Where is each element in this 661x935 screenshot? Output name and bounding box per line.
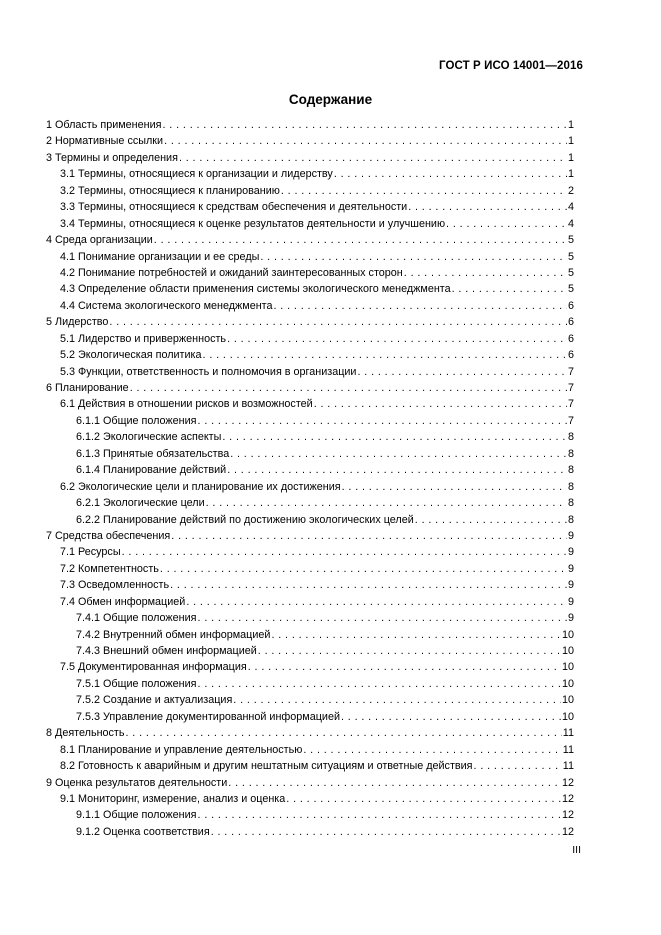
dot-leader bbox=[474, 758, 562, 774]
toc-entry[interactable] bbox=[46, 249, 574, 265]
toc-entry-label: 5.1 Лидерство и приверженность bbox=[60, 332, 227, 345]
dot-leader bbox=[408, 199, 567, 215]
dot-leader bbox=[260, 249, 567, 265]
toc-entry[interactable] bbox=[46, 380, 574, 396]
dot-leader bbox=[341, 709, 561, 725]
toc-entry[interactable] bbox=[46, 232, 574, 248]
dot-leader bbox=[222, 429, 567, 445]
toc-entry[interactable] bbox=[46, 594, 574, 610]
toc-entry-label: 8.1 Планирование и управление деятельностью bbox=[60, 743, 303, 756]
toc-entry-page: 7 bbox=[567, 382, 574, 394]
toc-entry[interactable] bbox=[46, 199, 574, 215]
toc-entry-page: 7 bbox=[567, 414, 574, 427]
dot-leader bbox=[163, 117, 567, 133]
toc-entry-page: 10 bbox=[561, 694, 574, 707]
dot-leader bbox=[274, 298, 567, 314]
toc-entry-page: 9 bbox=[567, 579, 574, 592]
toc-entry-label: 7.4 Обмен информацией bbox=[60, 595, 186, 608]
toc-entry[interactable] bbox=[46, 462, 574, 478]
toc-entry[interactable] bbox=[46, 216, 574, 232]
dot-leader bbox=[334, 166, 567, 182]
toc-entry[interactable] bbox=[46, 758, 574, 774]
toc-entry-page: 4 bbox=[567, 201, 574, 214]
toc-entry[interactable] bbox=[46, 692, 574, 708]
dot-leader bbox=[281, 183, 567, 199]
toc-entry-label: 4.2 Понимание потребностей и ожиданий заинтересованных сторон bbox=[60, 266, 403, 279]
dot-leader bbox=[342, 479, 567, 495]
toc-entry-label: 7 Средства обеспечения bbox=[46, 529, 171, 542]
toc-entry[interactable] bbox=[46, 791, 574, 807]
toc-entry[interactable] bbox=[46, 676, 574, 692]
toc-entry-page: 4 bbox=[567, 217, 574, 230]
dot-leader bbox=[126, 725, 562, 741]
dot-leader bbox=[109, 314, 567, 330]
dot-leader bbox=[446, 216, 567, 232]
toc-entry-label: 6.1.2 Экологические аспекты bbox=[76, 431, 222, 444]
toc-entry-page: 6 bbox=[567, 316, 574, 329]
toc-entry-label: 4 Среда организации bbox=[46, 234, 153, 247]
toc-entry[interactable] bbox=[46, 413, 574, 429]
toc-entry-label: 4.3 Определение области применения системы экологического менеджмента bbox=[60, 283, 451, 296]
toc-entry[interactable] bbox=[46, 117, 574, 133]
toc-entry-page: 9 bbox=[567, 529, 574, 542]
toc-entry-label: 3 Термины и определения bbox=[46, 151, 178, 164]
toc-entry[interactable] bbox=[46, 446, 574, 462]
dot-leader bbox=[164, 133, 567, 149]
toc-entry-page: 5 bbox=[567, 283, 574, 296]
toc-entry-page: 8 bbox=[567, 480, 574, 493]
toc-entry-label: 6 Планирование bbox=[46, 382, 129, 394]
toc-entry-page: 12 bbox=[561, 776, 574, 789]
toc-entry-page: 6 bbox=[567, 332, 574, 345]
toc-entry-label: 7.5 Документированная информация bbox=[60, 661, 247, 674]
toc-entry[interactable] bbox=[46, 561, 574, 577]
toc-entry[interactable] bbox=[46, 347, 574, 363]
toc-entry-label: 6.1.4 Планирование действий bbox=[76, 464, 227, 477]
toc-entry-page: 7 bbox=[567, 398, 574, 411]
dot-leader bbox=[198, 413, 567, 429]
toc-entry-page: 10 bbox=[561, 661, 574, 674]
dot-leader bbox=[233, 692, 561, 708]
toc-entry[interactable] bbox=[46, 643, 574, 659]
toc-entry-label: 7.2 Компетентность bbox=[60, 562, 159, 575]
toc-entry[interactable] bbox=[46, 627, 574, 643]
toc-entry-label: 4.1 Понимание организации и ее среды bbox=[60, 250, 260, 263]
toc-entry-page: 8 bbox=[567, 447, 574, 460]
toc-entry-page: 9 bbox=[567, 612, 574, 625]
toc-entry[interactable] bbox=[46, 775, 574, 791]
dot-leader bbox=[170, 577, 567, 593]
toc-entry-label: 7.4.2 Внутренний обмен информацией bbox=[76, 628, 271, 641]
toc-entry-page: 1 bbox=[567, 151, 574, 164]
toc-entry[interactable] bbox=[46, 166, 574, 182]
dot-leader bbox=[160, 561, 567, 577]
toc-entry-label: 2 Нормативные ссылки bbox=[46, 135, 164, 148]
table-of-contents bbox=[46, 117, 574, 840]
toc-entry-label: 3.2 Термины, относящиеся к планированию bbox=[60, 184, 280, 197]
toc-entry[interactable] bbox=[46, 396, 574, 412]
toc-entry-label: 5 Лидерство bbox=[46, 316, 109, 329]
toc-entry[interactable] bbox=[46, 331, 574, 347]
toc-entry[interactable] bbox=[46, 709, 574, 725]
dot-leader bbox=[198, 676, 561, 692]
dot-leader bbox=[415, 512, 567, 528]
toc-entry-page: 10 bbox=[561, 710, 574, 723]
toc-entry[interactable] bbox=[46, 281, 574, 297]
dot-leader bbox=[286, 791, 561, 807]
toc-entry-label: 4.4 Система экологического менеджмента bbox=[60, 299, 273, 312]
toc-entry-label: 7.5.2 Создание и актуализация bbox=[76, 694, 233, 707]
toc-entry-page: 1 bbox=[567, 168, 574, 181]
toc-entry[interactable] bbox=[46, 807, 574, 823]
toc-entry[interactable] bbox=[46, 725, 574, 741]
toc-entry-page: 1 bbox=[567, 135, 574, 148]
page-number: III bbox=[572, 844, 581, 856]
toc-entry[interactable] bbox=[46, 314, 574, 330]
toc-entry-label: 3.3 Термины, относящиеся к средствам обеспечения и деятельности bbox=[60, 201, 408, 214]
toc-entry-label: 9.1.1 Общие положения bbox=[76, 809, 197, 822]
toc-entry[interactable] bbox=[46, 577, 574, 593]
dot-leader bbox=[248, 659, 561, 675]
toc-entry-label: 3.1 Термины, относящиеся к организации и лидерству bbox=[60, 168, 333, 181]
toc-entry-label: 7.4.3 Внешний обмен информацией bbox=[76, 645, 257, 657]
toc-entry-page: 2 bbox=[567, 184, 574, 197]
toc-entry-page: 11 bbox=[562, 760, 574, 773]
toc-entry[interactable] bbox=[46, 265, 574, 281]
toc-entry-page: 11 bbox=[562, 727, 574, 740]
toc-entry-page: 5 bbox=[567, 266, 574, 279]
toc-entry-page: 12 bbox=[561, 825, 574, 838]
dot-leader bbox=[198, 610, 567, 626]
dot-leader bbox=[211, 824, 561, 840]
toc-entry-page: 6 bbox=[567, 299, 574, 312]
toc-entry-page: 12 bbox=[561, 792, 574, 805]
dot-leader bbox=[122, 544, 567, 560]
toc-entry-page: 8 bbox=[567, 431, 574, 444]
dot-leader bbox=[206, 495, 567, 511]
dot-leader bbox=[203, 347, 567, 363]
toc-entry[interactable] bbox=[46, 544, 574, 560]
toc-entry-label: 7.3 Осведомленность bbox=[60, 579, 170, 592]
toc-entry[interactable] bbox=[46, 610, 574, 626]
toc-entry-page: 12 bbox=[561, 809, 574, 822]
toc-entry[interactable] bbox=[46, 659, 574, 675]
toc-entry-label: 6.2.2 Планирование действий по достижению экологических целей bbox=[76, 513, 414, 526]
toc-entry[interactable] bbox=[46, 133, 574, 149]
toc-entry-page: 6 bbox=[567, 349, 574, 362]
toc-entry-page: 9 bbox=[567, 595, 574, 608]
toc-entry-label: 3.4 Термины, относящиеся к оценке результатов деятельности и улучшению bbox=[60, 217, 446, 230]
toc-entry[interactable] bbox=[46, 429, 574, 445]
toc-entry-page: 8 bbox=[567, 464, 574, 477]
toc-entry[interactable] bbox=[46, 742, 574, 758]
dot-leader bbox=[271, 627, 561, 643]
toc-entry-page: 10 bbox=[561, 677, 574, 690]
toc-entry-label: 8.2 Готовность к аварийным и другим нештатным ситуациям и ответные действия bbox=[60, 760, 473, 773]
toc-entry-page: 5 bbox=[567, 234, 574, 247]
toc-entry-label: 6.2.1 Экологические цели bbox=[76, 497, 205, 510]
toc-entry-label: 5.3 Функции, ответственность и полномочия в организации bbox=[60, 365, 357, 378]
toc-entry-page: 8 bbox=[567, 497, 574, 510]
toc-entry[interactable] bbox=[46, 298, 574, 314]
dot-leader bbox=[198, 807, 561, 823]
toc-entry-label: 7.5.3 Управление документированной информацией bbox=[76, 710, 340, 723]
toc-entry-page: 10 bbox=[561, 628, 574, 641]
dot-leader bbox=[179, 150, 567, 166]
toc-entry-label: 6.1 Действия в отношении рисков и возможностей bbox=[60, 398, 313, 411]
dot-leader bbox=[258, 643, 561, 659]
toc-entry[interactable] bbox=[46, 479, 574, 495]
dot-leader bbox=[230, 446, 567, 462]
dot-leader bbox=[404, 265, 567, 281]
toc-entry[interactable] bbox=[46, 512, 574, 528]
toc-entry[interactable] bbox=[46, 183, 574, 199]
toc-entry-label: 1 Область применения bbox=[46, 119, 162, 131]
toc-entry-label: 9 Оценка результатов деятельности bbox=[46, 776, 228, 789]
dot-leader bbox=[227, 331, 567, 347]
toc-entry-label: 6.1.1 Общие положения bbox=[76, 414, 197, 427]
dot-leader bbox=[171, 528, 567, 544]
standard-code: ГОСТ Р ИСО 14001—2016 bbox=[438, 60, 583, 72]
toc-entry[interactable] bbox=[46, 824, 574, 840]
dot-leader bbox=[452, 281, 567, 297]
toc-entry-page: 9 bbox=[567, 546, 574, 559]
toc-entry-label: 8 Деятельность bbox=[46, 727, 125, 740]
dot-leader bbox=[186, 594, 567, 610]
toc-entry-label: 6.2 Экологические цели и планирование их достижения bbox=[60, 480, 341, 493]
toc-entry-page: 8 bbox=[567, 513, 574, 526]
toc-entry[interactable] bbox=[46, 364, 574, 380]
dot-leader bbox=[130, 380, 567, 396]
toc-entry[interactable] bbox=[46, 528, 574, 544]
toc-entry-page: 9 bbox=[567, 562, 574, 575]
toc-title: Содержание bbox=[288, 92, 373, 107]
dot-leader bbox=[228, 775, 561, 791]
dot-leader bbox=[227, 462, 567, 478]
toc-entry-label: 9.1.2 Оценка соответствия bbox=[76, 825, 210, 838]
toc-entry-label: 7.1 Ресурсы bbox=[60, 546, 121, 559]
toc-entry[interactable] bbox=[46, 495, 574, 511]
toc-entry-label: 7.4.1 Общие положения bbox=[76, 612, 197, 625]
toc-entry-label: 9.1 Мониторинг, измерение, анализ и оценка bbox=[60, 792, 286, 805]
toc-entry-label: 6.1.3 Принятые обязательства bbox=[76, 447, 230, 460]
dot-leader bbox=[314, 396, 567, 412]
toc-entry-page: 11 bbox=[562, 743, 574, 756]
dot-leader bbox=[303, 742, 561, 758]
toc-entry-page: 7 bbox=[567, 365, 574, 378]
toc-entry-page: 10 bbox=[561, 645, 574, 657]
toc-entry-page: 1 bbox=[567, 119, 574, 131]
toc-entry-label: 5.2 Экологическая политика bbox=[60, 349, 202, 362]
dot-leader bbox=[154, 232, 567, 248]
toc-entry[interactable] bbox=[46, 150, 574, 166]
toc-entry-label: 7.5.1 Общие положения bbox=[76, 677, 197, 690]
dot-leader bbox=[357, 364, 567, 380]
toc-entry-page: 5 bbox=[567, 250, 574, 263]
